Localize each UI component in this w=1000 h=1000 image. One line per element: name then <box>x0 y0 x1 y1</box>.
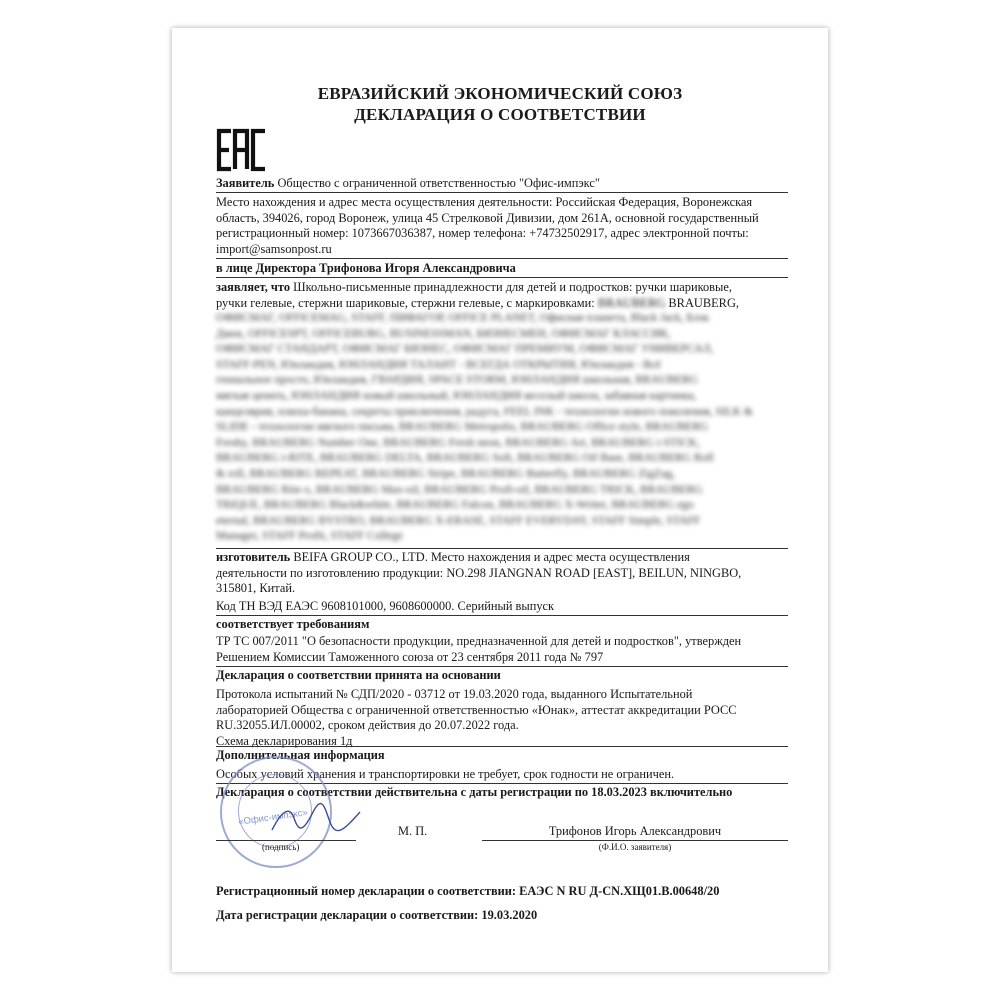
requirements-label: соответствует требованиям <box>216 617 370 631</box>
blurred-line: Manager, STAFF Profit, STAFF College <box>216 530 403 543</box>
mp-label: М. П. <box>398 824 428 838</box>
divider <box>216 258 788 259</box>
blurred-line: eternal, BRAUBERG BYSTRO, BRAUBERG X-ERASE, STAFF EVERYDAY, STAFF Simple, STAFF <box>216 514 701 527</box>
manufacturer-label: изготовитель <box>216 550 291 564</box>
declares-label: заявляет, что <box>216 280 291 294</box>
title-declaration: ДЕКЛАРАЦИЯ О СООТВЕТСТВИИ <box>354 105 646 124</box>
blurred-line: & roll, BRAUBERG REPEAT, BRAUBERG Stripe, BRAUBERG Butterfly, BRAUBERG ZigZag, <box>216 467 676 480</box>
address-line: Место нахождения и адрес места осуществления деятельности: Российская Федерация, Воронежская <box>216 195 753 209</box>
applicant-row <box>216 176 788 192</box>
representative: в лице Директора Трифонова Игоря Александровича <box>216 261 516 275</box>
basis-line: лабораторией Общества с ограниченной ответственностью «Юнак», аттестат аккредитации РОСС <box>216 702 737 717</box>
declares-line2: ручки гелевые, стержни шариковые, стержни гелевые, с маркировками: <box>216 295 595 310</box>
blurred-brand: BRAUBERG <box>597 295 666 310</box>
divider <box>216 277 788 278</box>
signer-name: Трифонов Игорь Александрович <box>548 824 722 838</box>
basis-line: RU.32055.ИЛ.00002, сроком действия до 20.07.2022 года. <box>216 718 519 733</box>
blurred-line: Джек, OFFICESPT, OFFICEBURG, BUSINESSMAN, БИЗНЕСМЕН, ОФИСМАГ КЛАССИК, <box>216 327 671 340</box>
basis-text <box>216 687 788 749</box>
divider <box>216 746 788 747</box>
divider <box>216 615 788 616</box>
registration-date: Дата регистрации декларации о соответствии: 19.03.2020 <box>216 908 538 922</box>
name-caption: (Ф.И.О. заявителя) <box>598 842 672 852</box>
basis-label: Декларация о соответствии принята на основании <box>216 668 501 682</box>
manufacturer-block <box>216 550 788 597</box>
blurred-line: канцелярия, плюха-банана, секреты приключения, радуга, FEEL INK - технологии нового поколения, SILK & <box>216 405 753 418</box>
manufacturer-line3: 315801, Китай. <box>216 581 296 596</box>
blurred-line: ОФИСМАГ, OFFICEMAG, STAFF, ПИФАГОР, OFFICE PLANET, Офисная планета, Black Jack, Блэк <box>216 312 710 324</box>
applicant-value: Общество с ограниченной ответственностью "Офис-импэкс" <box>277 176 600 190</box>
registration-number: Регистрационный номер декларации о соответствии: ЕАЭС N RU Д-CN.ХЩ01.В.00648/20 <box>216 884 720 898</box>
blurred-line: гениальное просто, Юнландия, ГВАРДИЯ, SPACE STORM, ЮНЛАНДИЯ школьная, BRAUBERG <box>216 374 698 387</box>
title-union: ЕВРАЗИЙСКИЙ ЭКОНОМИЧЕСКИЙ СОЮЗ <box>317 84 683 103</box>
blurred-line: мягкая ценить, ЮНЛАНДИЯ новый школьный, ЮНЛАНДИЯ веселый школа, забавная картинка, <box>216 389 697 402</box>
stamp-text: «Офис-импэкс» <box>237 807 309 828</box>
sign-caption: (подпись) <box>262 842 300 852</box>
handwritten-signature <box>268 800 364 840</box>
declaration-sheet <box>172 28 828 972</box>
basis-line: Протокола испытаний № СДП/2020 - 03712 от 19.03.2020 года, выданного Испытательной <box>216 687 693 701</box>
declares-line1: Школьно-письменные принадлежности для детей и подростков: ручки шариковые, <box>293 280 732 294</box>
additional-text: Особых условий хранения и транспортировки не требует, срок годности не ограничен. <box>216 767 675 781</box>
validity-text: Декларация о соответствии действительна с даты регистрации по 18.03.2023 включительно <box>216 785 733 799</box>
address-line: область, 394026, город Воронеж, улица 45 Стрелковой Дивизии, дом 261А, основной государственный <box>216 210 759 225</box>
blurred-line: BRAUBERG i-RITE, BRAUBERG DELTA, BRAUBERG Soft, BRAUBERG Oil Base, BRAUBERG Roll <box>216 452 714 465</box>
manufacturer-line1: BEIFA GROUP CO., LTD. Место нахождения и адрес места осуществления <box>293 550 690 564</box>
hs-code: Код ТН ВЭД ЕАЭС 9608101000, 9608600000. Серийный выпуск <box>216 599 555 613</box>
additional-label: Дополнительная информация <box>216 748 385 762</box>
applicant-label: Заявитель <box>216 176 275 190</box>
manufacturer-line2: деятельности по изготовлению продукции: NO.298 JIANGNAN ROAD [EAST], BEILUN, NINGBO, <box>216 565 742 580</box>
divider <box>216 548 788 549</box>
applicant-address <box>216 195 788 257</box>
blurred-brand-list <box>216 311 788 546</box>
blurred-line: BRAUBERG Rite-x, BRAUBERG Max-oil, BRAUBERG Profi-oil, BRAUBERG TRICK, BRAUBERG <box>216 483 703 496</box>
blurred-line: STAFF-PEN, Юнландия, ЮНЛАНДИЯ ТАЛАНТ - ВСЕГДА ОТКРЫТИЯ, Юнландия - Всё <box>216 358 661 371</box>
divider <box>216 192 788 193</box>
declares-block <box>216 280 788 311</box>
blurred-line: ОФИСМАГ СТАНДАРТ, ОФИСМАГ БИЗНЕС, ОФИСМАГ ПРЕМИУМ, ОФИСМАГ УНИВЕРСАЛ, <box>216 343 714 356</box>
requirements-line2: Решением Комиссии Таможенного союза от 23 сентября 2011 года № 797 <box>216 650 604 664</box>
visible-brand: BRAUBERG, <box>668 295 739 310</box>
name-line <box>482 840 788 841</box>
address-line: регистрационный номер: 1073667036387, номер телефона: +74732502917, адрес электронной почты: <box>216 226 749 241</box>
signature-line <box>216 840 356 841</box>
requirements-line1: ТР ТС 007/2011 "О безопасности продукции, предназначенной для детей и подростков", утвержден <box>216 634 742 648</box>
divider <box>216 666 788 667</box>
blurred-line: TRIQUE, BRAUBERG Black&white, BRAUBERG Falcon, BRAUBERG X-Writer, BRAUBERG ego <box>216 499 694 512</box>
blurred-line: SLIDE - технологии мягкого письма, BRAUBERG Metropolis, BRAUBERG Office style, BRAUBERG <box>216 421 709 434</box>
basis-scheme: Схема декларирования 1д <box>216 733 353 748</box>
blurred-line: Freshy, BRAUBERG Number One, BRAUBERG Fresh neon, BRAUBERG Art, BRAUBERG i-STICK, <box>216 436 700 449</box>
address-line: import@samsonpost.ru <box>216 241 332 256</box>
eac-logo-icon <box>216 128 268 172</box>
